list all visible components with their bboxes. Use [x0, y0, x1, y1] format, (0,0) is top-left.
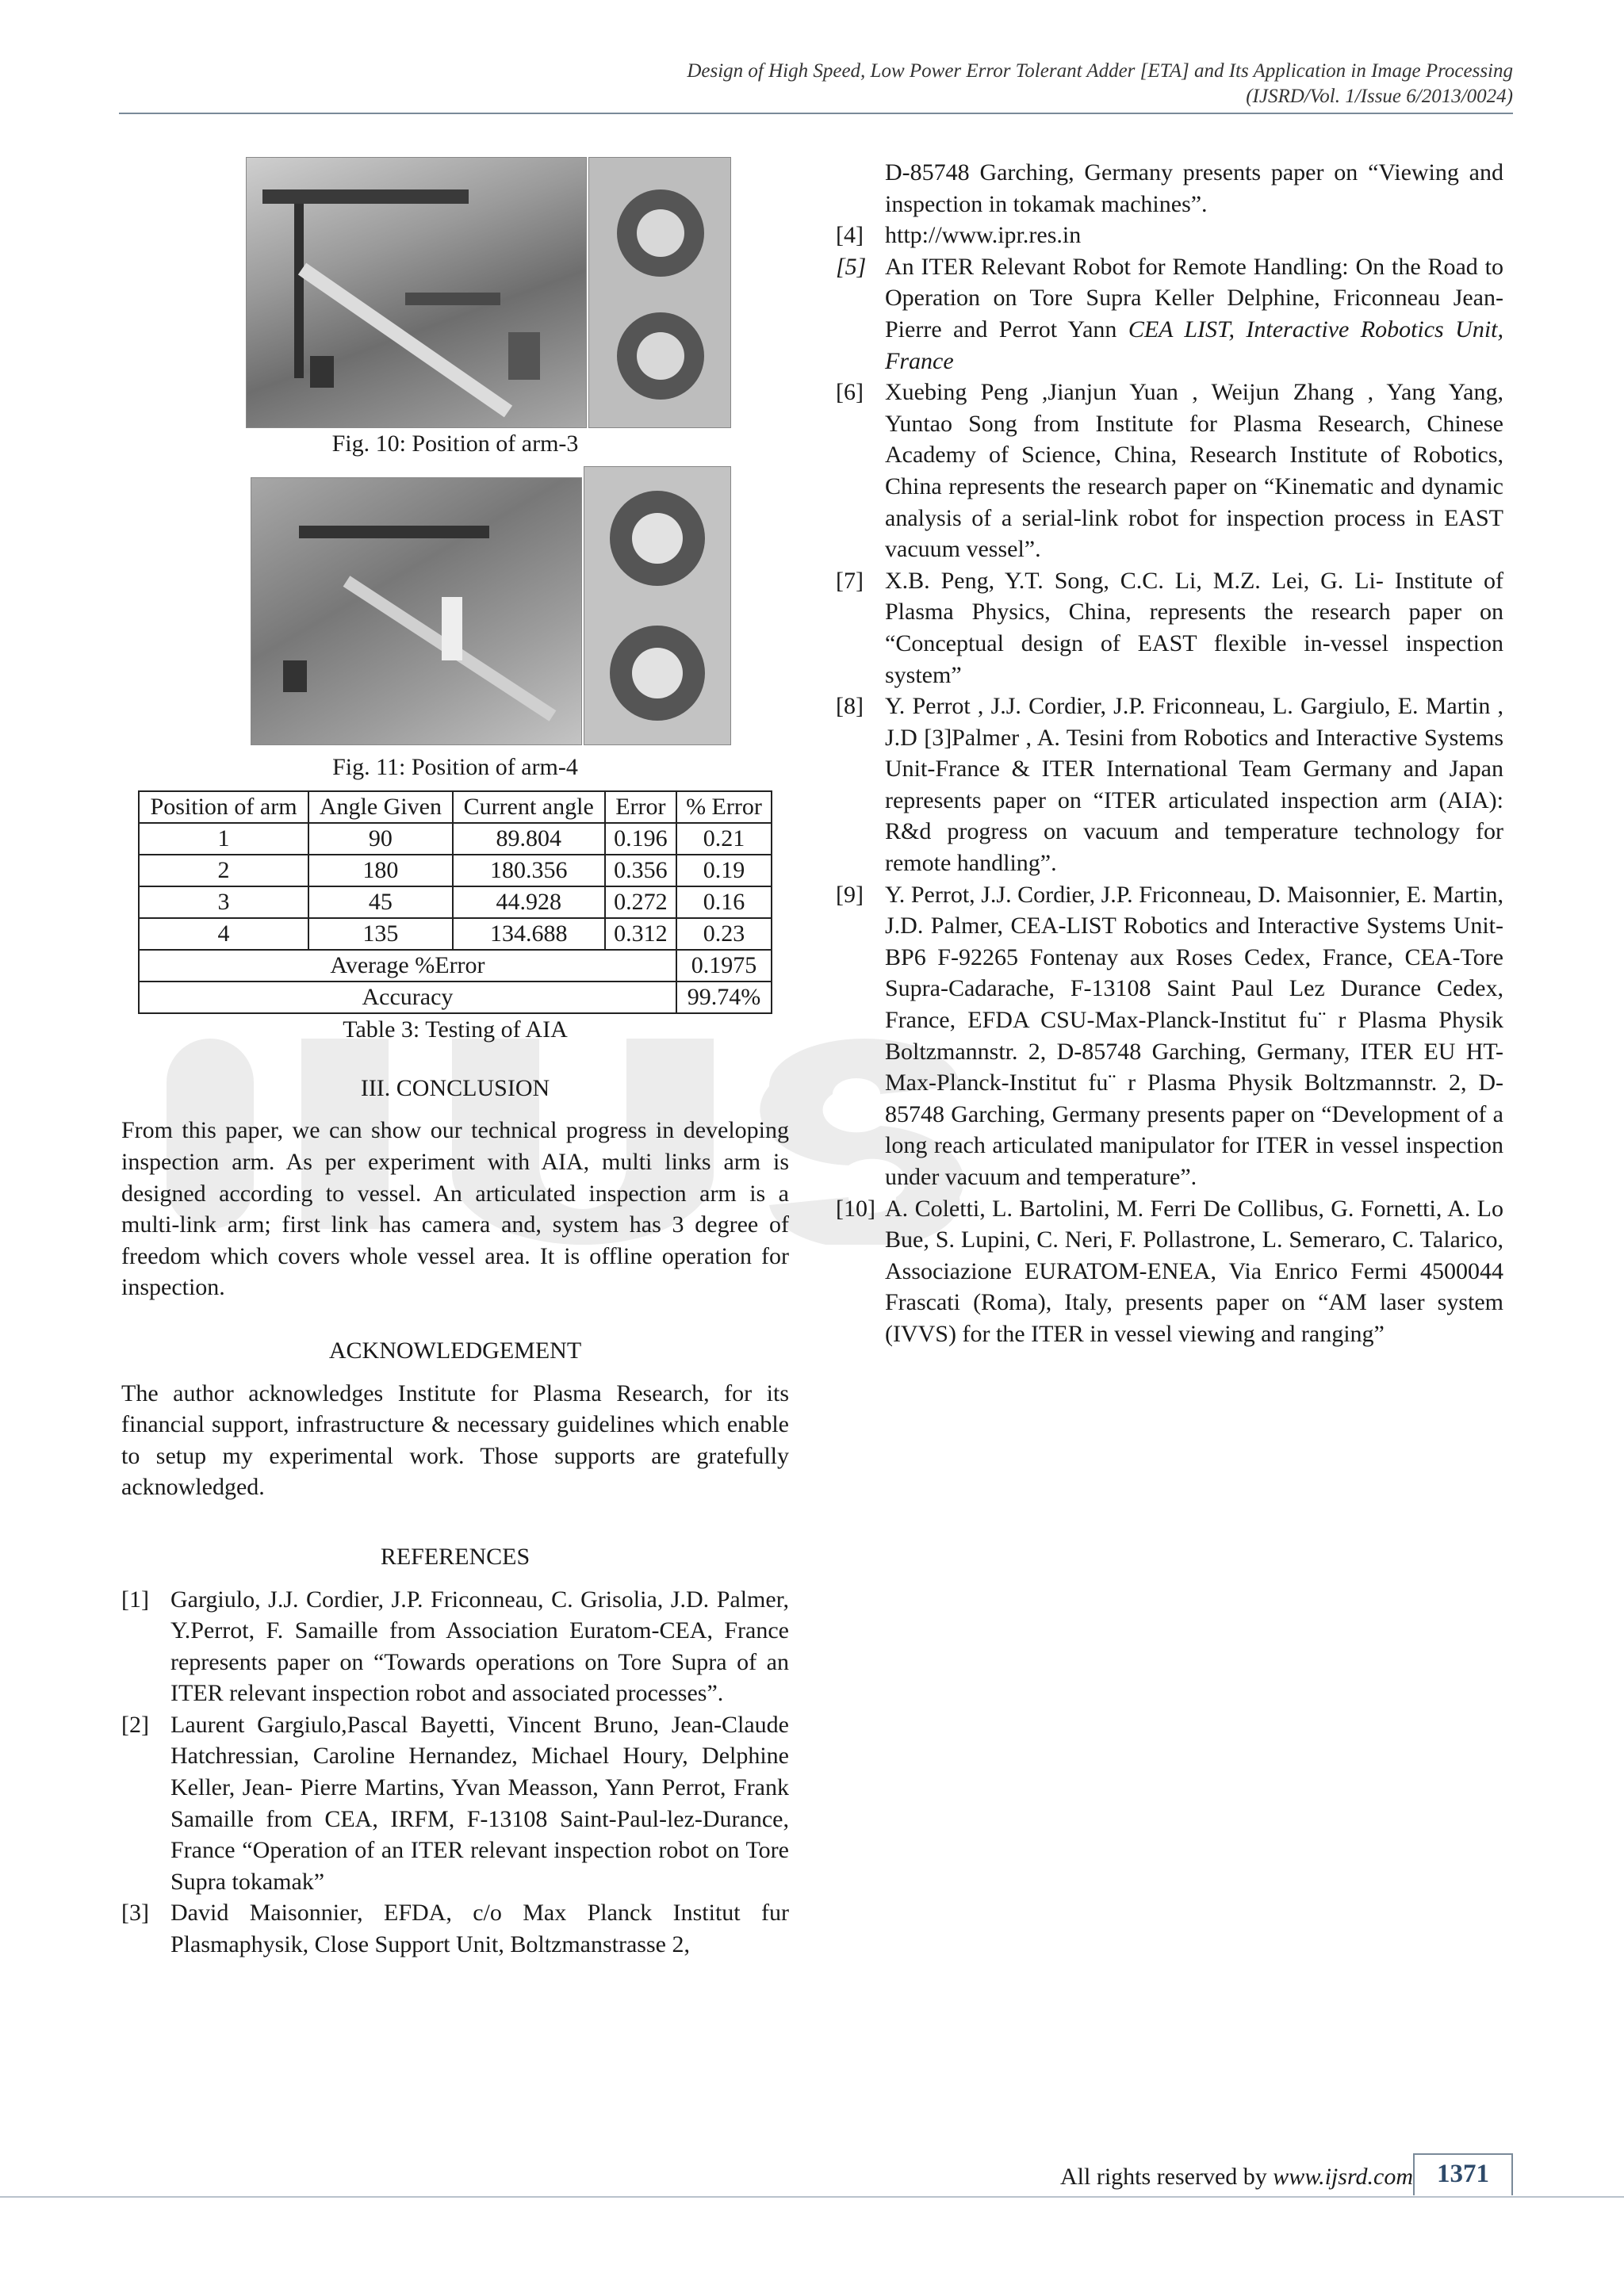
table-cell: 0.21 [676, 823, 772, 855]
reference-4 [836, 220, 1503, 251]
header-rule [119, 113, 1513, 114]
accuracy-label: Accuracy [139, 982, 676, 1013]
table-row [139, 886, 772, 918]
reference-9 [836, 879, 1503, 1193]
reference-text: Laurent Gargiulo,Pascal Bayetti, Vincent Bruno, Jean-Claude Hatchressian, Caroline Hernandez, Michael Houry, Delphine Keller, Jean- Pierre Martins, Yvan Measson, Yann Perrot, Frank Samaille from CEA, IRFM, F-13108 Saint-Paul-lez-Durance, France “Operation of an ITER relevant inspection robot on Tore Supra tokamak” [170, 1711, 789, 1895]
table-cell: 134.688 [453, 918, 605, 950]
reference-number: [7] [836, 567, 864, 594]
reference-number: [6] [836, 379, 864, 406]
reference-number: [5] [836, 253, 867, 280]
table-cell: 0.16 [676, 886, 772, 918]
running-header [687, 59, 1513, 109]
footer-rights [1060, 2164, 1413, 2195]
table-cell: 3 [139, 886, 308, 918]
reference-2 [121, 1709, 789, 1898]
reference-text: A. Coletti, L. Bartolini, M. Ferri De Collibus, G. Fornetti, A. Lo Bue, S. Lupini, C. Neri, F. Pollastrone, L. Semeraro, C. Talarico, Associazione EURATOM-ENEA, Via Enrico Fermi 4500044 Frascati (Roma), Italy, presents paper on “AM laser system (IVVS) for the ITER in vessel viewing and ranging” [885, 1195, 1503, 1347]
reference-number: [2] [121, 1711, 149, 1738]
left-column [121, 151, 789, 1961]
reference-1 [121, 1584, 789, 1709]
table-cell: 135 [308, 918, 453, 950]
reference-5 [836, 251, 1503, 377]
reference-7 [836, 565, 1503, 691]
table-cell: 89.804 [453, 823, 605, 855]
reference-text: Gargiulo, J.J. Cordier, J.P. Friconneau, C. Grisolia, J.D. Palmer, Y.Perrot, F. Samaille from Association Euratom-CEA, France represents paper on “Towards operations on Tore Supra of an ITER relevant inspection robot and associated processes”. [170, 1586, 789, 1707]
accuracy-value: 99.74% [676, 982, 772, 1013]
table-cell: 0.19 [676, 855, 772, 886]
table-cell: 180 [308, 855, 453, 886]
reference-text: Y. Perrot , J.J. Cordier, J.P. Friconneau, L. Gargiulo, E. Martin , J.D [3]Palmer , A. Tesini from Robotics and Interactive Systems Unit-France & ITER International Team Germany and Japan represents paper on “ITER articulated inspection arm (AIA): R&d progress on vacuum and temperature technology for remote handling”. [885, 693, 1503, 877]
reference-3-continued: D-85748 Garching, Germany presents paper on “Viewing and inspection in tokamak machines”. [885, 159, 1503, 217]
table-header: Position of arm [139, 791, 308, 823]
footer-site-link[interactable]: www.ijsrd.com [1273, 2164, 1413, 2190]
reference-text: Y. Perrot, J.J. Cordier, J.P. Friconneau, D. Maisonnier, E. Martin, J.D. Palmer, CEA-LIST Robotics and Interactive Systems Unit-BP6 F-92265 Fontenay aux Roses Cedex, France, CEA-Tore Supra-Cadarache, F-13108 Saint Paul Lez Durance Cedex, France, EFDA CSU-Max-Planck-Institut fu¨ r Plasma Physik Boltzmannstr. 2, D-85748 Garching, Germany, ITER EU HT-Max-Planck-Institut fu¨ r Plasma Physik Boltzmannstr. 2, D-85748 Garching, Germany presents paper on “Development of a long reach articulated manipulator for ITER in vessel inspection under vacuum and temperature”. [885, 881, 1503, 1190]
table-cell: 0.272 [605, 886, 676, 918]
table-average-row [139, 950, 772, 982]
reference-text-main: An ITER Relevant Robot for Remote Handling: On the Road to Operation on Tore Supra Keller Delphine, Friconneau Jean-Pierre and Perrot Yann [885, 253, 1503, 342]
acknowledgement-heading: ACKNOWLEDGEMENT [328, 1337, 582, 1364]
reference-affiliation: CEA LIST, Interactive Robotics Unit, France [885, 316, 1503, 374]
conclusion-text: From this paper, we can show our technical progress in developing inspection arm. As per experiment with AIA, multi links arm is designed according to vessel. An articulated inspection arm is a multi-link arm; first link has camera and, system has 3 degree of freedom which covers whole vessel area. It is offline operation for inspection. [121, 1117, 789, 1301]
error-dial-panel-4 [584, 466, 731, 745]
table-cell: 1 [139, 823, 308, 855]
table-accuracy-row [139, 982, 772, 1013]
reference-10 [836, 1193, 1503, 1350]
table-row [139, 855, 772, 886]
page-footer [1060, 2153, 1513, 2195]
table-header-row [139, 791, 772, 823]
table-cell: 90 [308, 823, 453, 855]
header-title: Design of High Speed, Low Power Error Tolerant Adder [ETA] and Its Application in Image Processing [687, 60, 1513, 82]
footer-rights-prefix: All rights reserved by [1060, 2164, 1274, 2190]
acknowledgement-text: The author acknowledges Institute for Plasma Research, for its financial support, infrastructure & necessary guidelines which enable to setup my experimental work. Those supports are gratefully acknowledged. [121, 1380, 789, 1501]
arm-photo-3 [246, 157, 587, 428]
table-header: Current angle [453, 791, 605, 823]
reference-number: [4] [836, 222, 864, 249]
reference-link[interactable]: http://www.ipr.res.in [885, 222, 1082, 249]
average-value: 0.1975 [676, 950, 772, 982]
table-header: % Error [676, 791, 772, 823]
table-cell: 0.196 [605, 823, 676, 855]
reference-number: [9] [836, 881, 864, 908]
arm-photo-4 [251, 477, 582, 745]
table-header: Angle Given [308, 791, 453, 823]
figure-11 [181, 466, 730, 744]
table-cell: 4 [139, 918, 308, 950]
table-cell: 0.356 [605, 855, 676, 886]
table-cell: 0.23 [676, 918, 772, 950]
figure-10-caption: Fig. 10: Position of arm-3 [331, 430, 579, 457]
reference-text: David Maisonnier, EFDA, c/o Max Planck Institut fur Plasmaphysik, Close Support Unit, Boltzmanstrasse 2, [170, 1900, 789, 1958]
average-label: Average %Error [139, 950, 676, 982]
reference-text [885, 251, 1503, 377]
footer-rule [0, 2196, 1624, 2198]
figure-10 [181, 151, 730, 428]
table-cell: 45 [308, 886, 453, 918]
reference-8 [836, 691, 1503, 879]
page-number: 1371 [1413, 2153, 1513, 2195]
table-caption: Table 3: Testing of AIA [343, 1016, 568, 1043]
table-cell: 180.356 [453, 855, 605, 886]
table-row [139, 823, 772, 855]
reference-3 [121, 1897, 789, 1960]
figure-11-caption: Fig. 11: Position of arm-4 [332, 753, 578, 780]
reference-text: X.B. Peng, Y.T. Song, C.C. Li, M.Z. Lei, G. Li- Institute of Plasma Physics, China, represents the research paper on “Conceptual design of EAST flexible in-vessel inspection system” [885, 567, 1503, 688]
testing-table [138, 790, 772, 1014]
reference-text: Xuebing Peng ,Jianjun Yuan , Weijun Zhang , Yang Yang, Yuntao Song from Institute for Plasma Research, Chinese Academy of Science, China, Research Institute of Robotics, China represents the research paper on “Kinematic and dynamic analysis of a serial-link robot for inspection process in EAST vacuum vessel”. [885, 379, 1503, 563]
references-heading: REFERENCES [380, 1543, 530, 1570]
table-cell: 2 [139, 855, 308, 886]
table-row [139, 918, 772, 950]
reference-number: [1] [121, 1586, 149, 1613]
table-header: Error [605, 791, 676, 823]
error-dial-panel-3 [588, 157, 731, 428]
reference-number: [3] [121, 1900, 149, 1927]
conclusion-heading: III. CONCLUSION [360, 1074, 550, 1101]
right-column [836, 157, 1503, 1350]
header-issue: (IJSRD/Vol. 1/Issue 6/2013/0024) [1246, 86, 1513, 107]
table-cell: 44.928 [453, 886, 605, 918]
reference-6 [836, 377, 1503, 565]
table-cell: 0.312 [605, 918, 676, 950]
reference-number: [10] [836, 1195, 875, 1222]
reference-number: [8] [836, 693, 864, 720]
